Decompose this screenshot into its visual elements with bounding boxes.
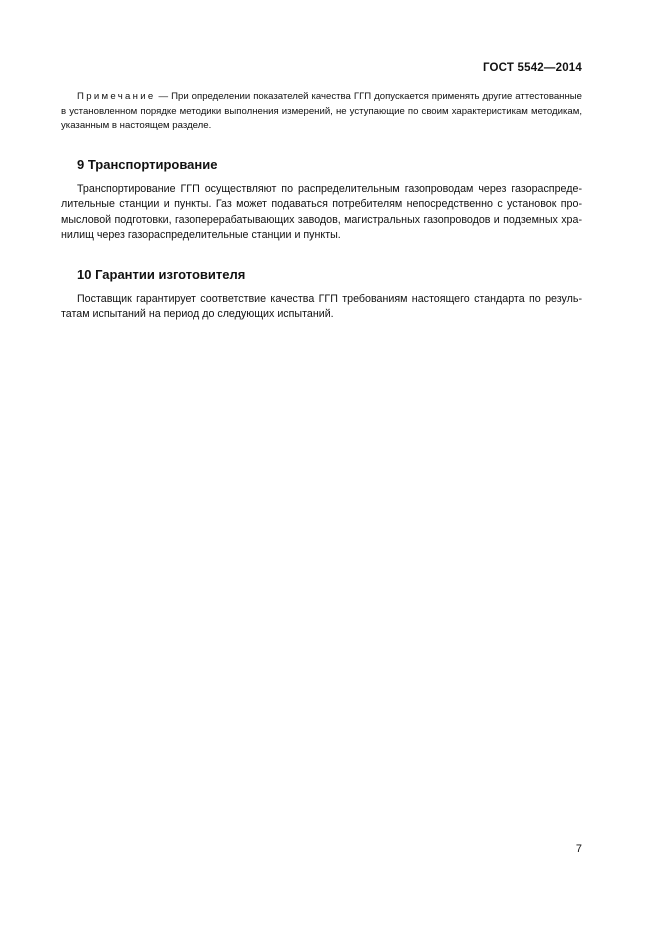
section-heading-transport: 9 Транспортирование <box>77 156 218 172</box>
note-paragraph <box>61 90 582 134</box>
document-code: ГОСТ 5542—2014 <box>482 62 582 74</box>
note-label: Примечание <box>77 91 156 102</box>
page-content <box>61 90 582 323</box>
page-number: 7 <box>575 843 582 855</box>
section-paragraph-guarantee: Поставщик гарантирует соответствие качества ГГП требованиям настоящего стандарта по результатам испытаний на период до следующих испытаний. <box>61 292 582 320</box>
section-heading-guarantee: 10 Гарантии изготовителя <box>77 266 246 282</box>
section-paragraph-transport: Транспортирование ГГП осуществляют по распределительным газопроводам через газораспределительные станции и пункты. Газ может подаваться потребителям непосредственно с установок промысловой подготовки, газоперерабатывающих заводов, магистральных газопроводов и подземных хранилищ через газораспределительные станции и пункты. <box>61 182 582 241</box>
note-dash: — <box>155 91 172 102</box>
note-text: При определении показателей качества ГГП допускается применять другие аттестованные в установленном порядке методики выполнения измерений, не уступающие по своим характеристикам методикам, указанным в настоящем разделе. <box>61 91 582 131</box>
